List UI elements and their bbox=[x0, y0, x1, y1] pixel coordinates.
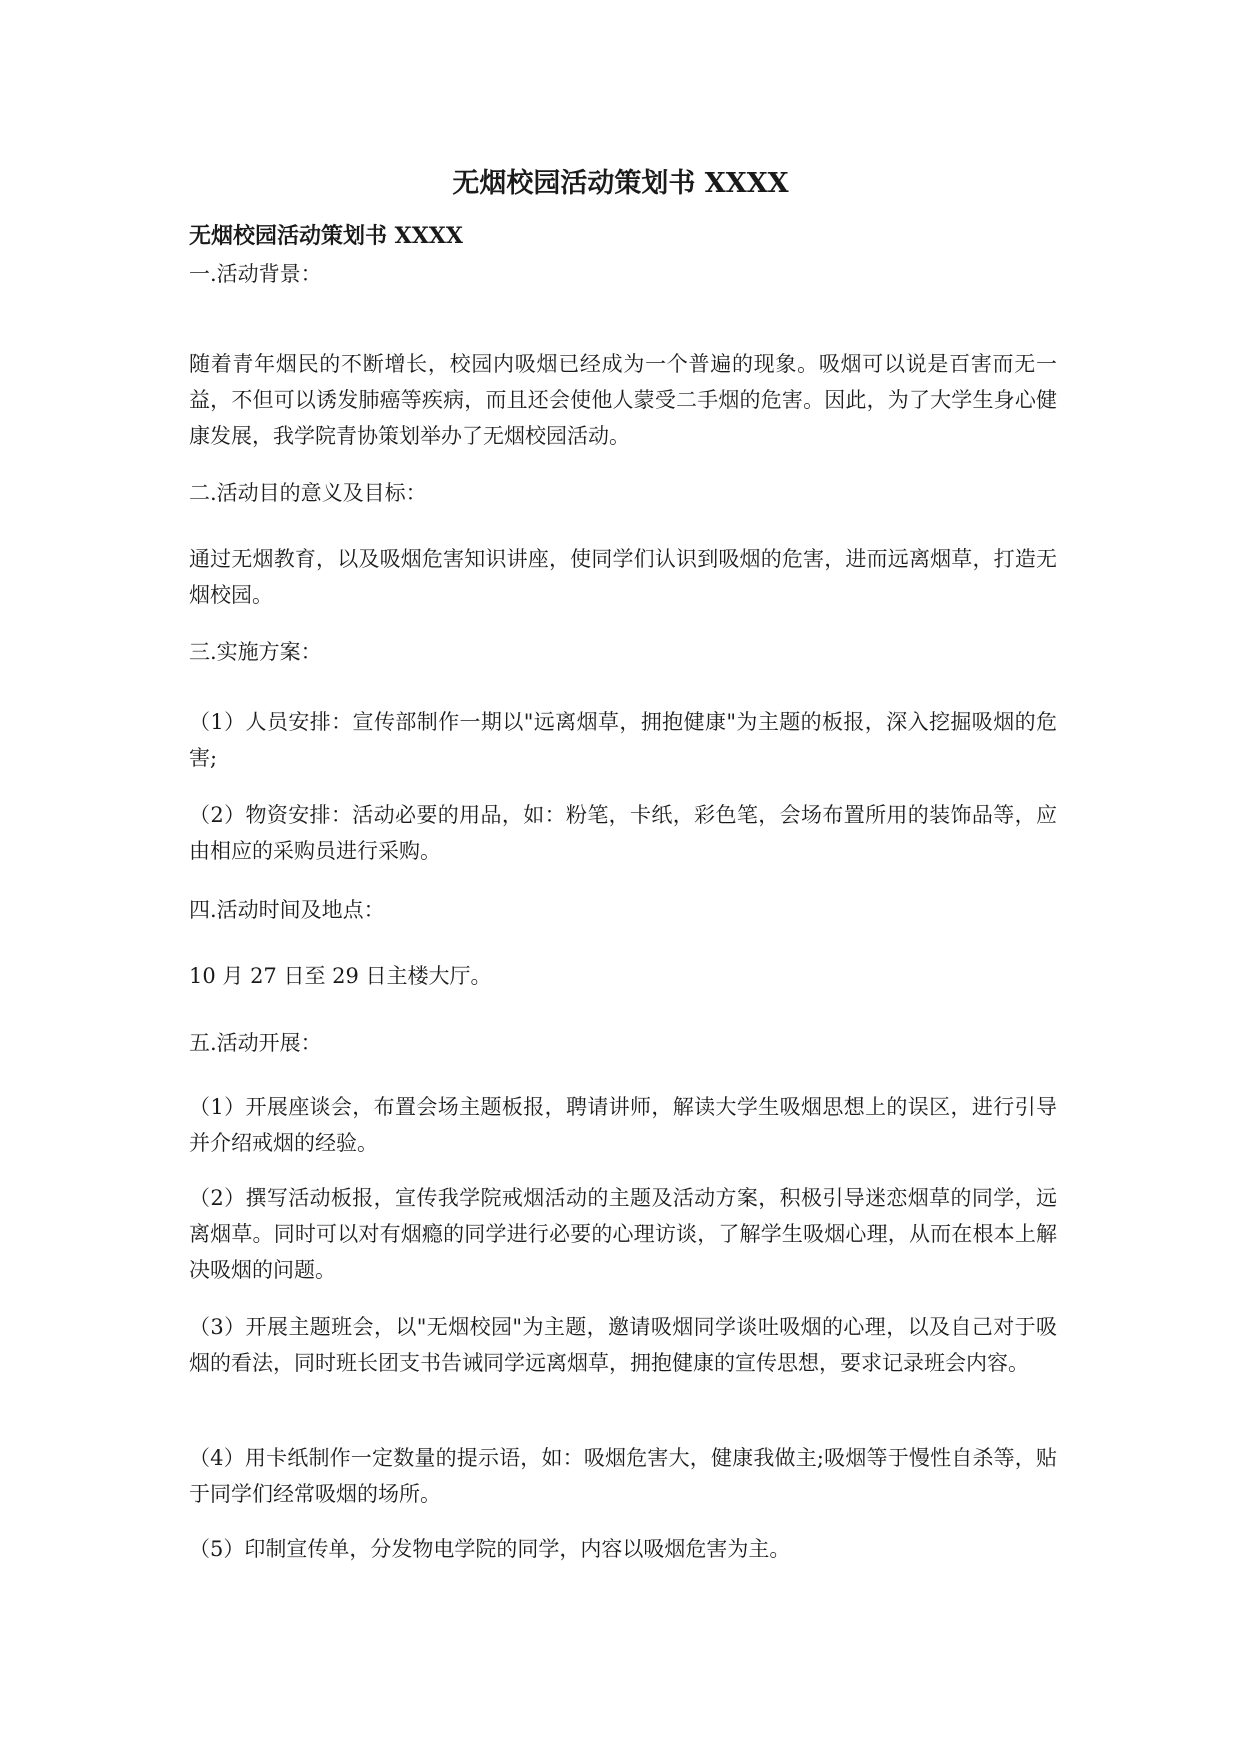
paragraph-plan-item-2: （2）物资安排：活动必要的用品，如：粉笔，卡纸，彩色笔，会场布置所用的装饰品等，应由相应的采购员进行采购。 bbox=[189, 803, 1057, 863]
paragraph-activity-1: （1）开展座谈会，布置会场主题板报，聘请讲师，解读大学生吸烟思想上的误区，进行引导并介绍戒烟的经验。 bbox=[189, 1095, 1057, 1155]
section-heading-background: 一.活动背景： bbox=[189, 262, 322, 286]
paragraph-activity-3: （3）开展主题班会，以"无烟校园"为主题，邀请吸烟同学谈吐吸烟的心理，以及自己对于吸烟的看法，同时班长团支书告诫同学远离烟草，拥抱健康的宣传思想，要求记录班会内容。 bbox=[189, 1315, 1057, 1375]
document-title: 无烟校园活动策划书 XXXX bbox=[452, 168, 789, 199]
section-heading-activities: 五.活动开展： bbox=[189, 1031, 322, 1055]
paragraph-activity-5: （5）印制宣传单，分发物电学院的同学，内容以吸烟危害为主。 bbox=[189, 1537, 791, 1561]
paragraph-background: 随着青年烟民的不断增长，校园内吸烟已经成为一个普遍的现象。吸烟可以说是百害而无一益，不但可以诱发肺癌等疾病，而且还会使他人蒙受二手烟的危害。因此，为了大学生身心健康发展，我学院青协策划举办了无烟校园活动。 bbox=[189, 352, 1057, 448]
paragraph-time: 10 月 27 日至 29 日主楼大厅。 bbox=[189, 964, 492, 988]
paragraph-purpose: 通过无烟教育，以及吸烟危害知识讲座，使同学们认识到吸烟的危害，进而远离烟草，打造无烟校园。 bbox=[189, 547, 1057, 607]
paragraph-activity-4: （4）用卡纸制作一定数量的提示语，如：吸烟危害大，健康我做主;吸烟等于慢性自杀等，贴于同学们经常吸烟的场所。 bbox=[189, 1446, 1057, 1506]
document-subtitle: 无烟校园活动策划书 XXXX bbox=[189, 223, 463, 249]
section-heading-time: 四.活动时间及地点： bbox=[189, 898, 385, 922]
paragraph-plan-item-1: （1）人员安排：宣传部制作一期以"远离烟草，拥抱健康"为主题的板报，深入挖掘吸烟的危害; bbox=[189, 710, 1057, 770]
section-heading-purpose: 二.活动目的意义及目标： bbox=[189, 481, 427, 505]
paragraph-activity-2: （2）撰写活动板报，宣传我学院戒烟活动的主题及活动方案，积极引导迷恋烟草的同学，远离烟草。同时可以对有烟瘾的同学进行必要的心理访谈，了解学生吸烟心理，从而在根本上解决吸烟的问题。 bbox=[189, 1186, 1057, 1282]
section-heading-plan: 三.实施方案： bbox=[189, 640, 322, 664]
